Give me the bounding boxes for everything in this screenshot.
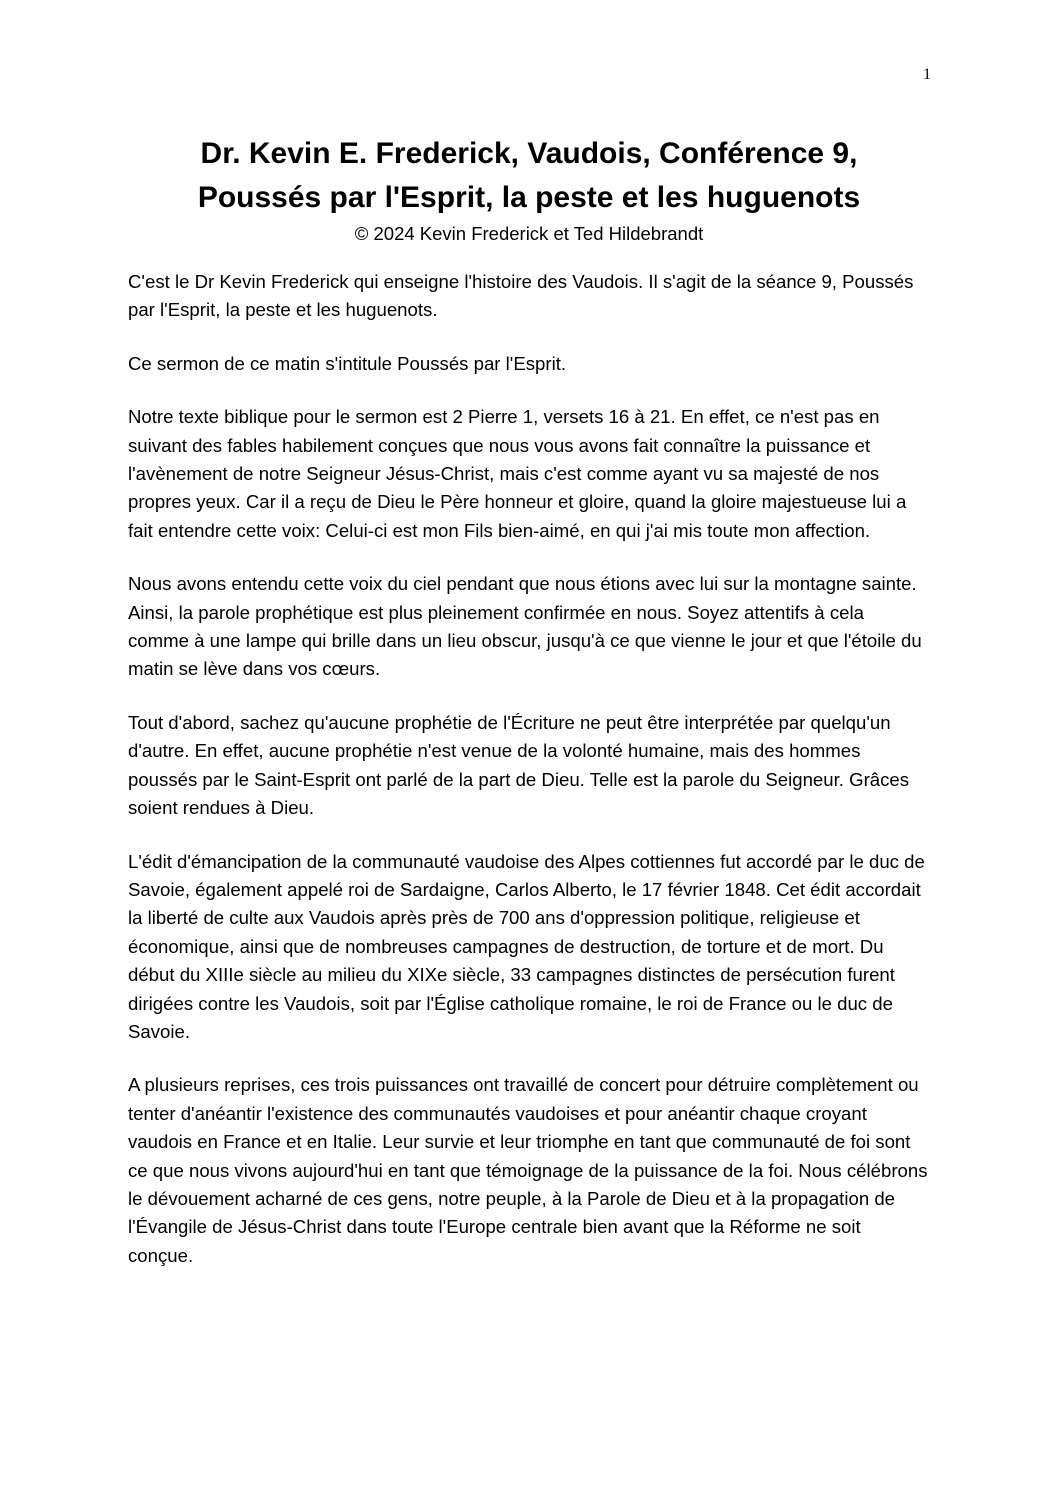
document-title <box>100 132 958 220</box>
page-number: 1 <box>923 66 931 83</box>
paragraph-prophecy: Tout d'abord, sachez qu'aucune prophétie de l'Écriture ne peut être interprétée par quelqu'un d'autre. En effet, aucune prophétie n'est venue de la volonté humaine, mais des hommes poussés par le Saint-Esprit ont parlé de la part de Dieu. Telle est la parole du Seigneur. Grâces soient rendues à Dieu. <box>128 711 910 819</box>
paragraph-persecution: A plusieurs reprises, ces trois puissances ont travaillé de concert pour détruire complètement ou tenter d'anéantir l'existence des communautés vaudoises et pour anéantir chaque croyant vaudois en France et en Italie. Leur survie et leur triomphe en tant que communauté de foi sont ce que nous vivons aujourd'hui en tant que témoignage de la puissance de la foi. Nous célébrons le dévouement acharné de ces gens, notre peuple, à la Parole de Dieu et à la propagation de l'Évangile de Jésus-Christ dans toute l'Europe centrale bien avant que la Réforme ne soit conçue. <box>128 1074 928 1266</box>
document-body <box>128 268 928 1295</box>
paragraph-edict: L'édit d'émancipation de la communauté vaudoise des Alpes cottiennes fut accordé par le duc de Savoie, également appelé roi de Sardaigne, Carlos Alberto, le 17 février 1848. Cet édit accordait la liberté de culte aux Vaudois après près de 700 ans d'oppression politique, religieuse et économique, ainsi que de nombreuses campagnes de destruction, de torture et de mort. Du début du XIIIe siècle au milieu du XIXe siècle, 33 campagnes distinctes de persécution furent dirigées contre les Vaudois, soit par l'Église catholique romaine, le roi de France ou le duc de Savoie. <box>128 850 925 1042</box>
title-line-2: Poussés par l'Esprit, la peste et les huguenots <box>197 181 861 214</box>
paragraph-bible-text: Notre texte biblique pour le sermon est 2 Pierre 1, versets 16 à 21. En effet, ce n'est pas en suivant des fables habilement conçues que nous vous avons fait connaître la puissance et l'avènement de notre Seigneur Jésus-Christ, mais c'est comme ayant vu sa majesté de nos propres yeux. Car il a reçu de Dieu le Père honneur et gloire, quand la gloire majestueuse lui a fait entendre cette voix: Celui-ci est mon Fils bien-aimé, en qui j'ai mis toute mon affection. <box>128 406 907 541</box>
copyright-notice: © 2024 Kevin Frederick et Ted Hildebrandt <box>354 223 704 244</box>
paragraph-holy-mountain: Nous avons entendu cette voix du ciel pendant que nous étions avec lui sur la montagne sainte. Ainsi, la parole prophétique est plus pleinement confirmée en nous. Soyez attentifs à cela comme à une lampe qui brille dans un lieu obscur, jusqu'à ce que vienne le jour et que l'étoile du matin se lève dans vos cœurs. <box>128 573 922 680</box>
title-line-1: Dr. Kevin E. Frederick, Vaudois, Conférence 9, <box>200 137 858 170</box>
paragraph-intro: C'est le Dr Kevin Frederick qui enseigne l'histoire des Vaudois. Il s'agit de la séance 9, Poussés par l'Esprit, la peste et les huguenots. <box>128 271 914 321</box>
paragraph-sermon-title: Ce sermon de ce matin s'intitule Poussés par l'Esprit. <box>128 352 567 374</box>
